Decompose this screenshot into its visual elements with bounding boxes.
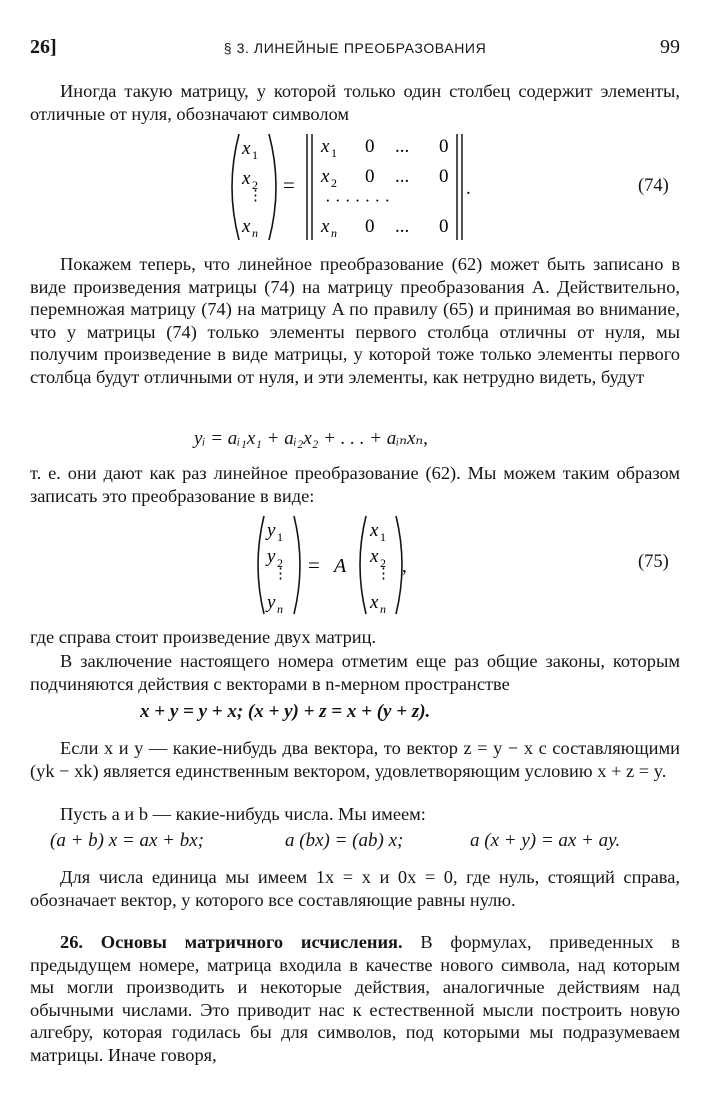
section-26-text: В формулах, приведенных в предыдущем номере, матрица входила в качестве нового символа, над которым мы могли производить и некоторые действия, аналогичные действиям над обычными числами. Это приводит нас к естественной мысли построить новую алгебру, которая годилась бы для символов, под которыми мы подразумеваем матрицы. Иначе говоря,: [30, 932, 680, 1065]
equation-vector-laws: x + y = y + x; (x + y) + z = x + (y + z).: [140, 701, 431, 722]
svg-text:...: ...: [395, 216, 410, 237]
header-section-number: 26]: [30, 36, 57, 58]
svg-text:x: x: [321, 216, 330, 237]
equation-number-75: (75): [638, 552, 669, 572]
svg-text:x: x: [321, 136, 330, 157]
svg-text:...: ...: [395, 136, 410, 157]
vec-x1: x: [242, 138, 251, 159]
svg-text:...: ...: [395, 166, 410, 187]
equation-scalar-law-2: a (bx) = (ab) x;: [285, 830, 404, 851]
equation-scalar-law-1: (a + b) x = ax + bx;: [50, 830, 204, 851]
svg-text:x: x: [370, 520, 379, 541]
paragraph-9: [30, 931, 680, 1067]
equation-scalar-law-3: a (x + y) = ax + ay.: [470, 830, 621, 851]
svg-text:n: n: [331, 226, 337, 240]
svg-text:0: 0: [365, 166, 375, 187]
svg-text:· · · · · · ·: · · · · · · ·: [325, 191, 391, 210]
page-header: [30, 36, 680, 62]
vec-x1-sub: 1: [252, 148, 258, 162]
paragraph-5: В заключение настоящего номера отметим еще раз общие законы, которым подчиняются действия с векторами в n-мерном пространстве: [30, 651, 680, 694]
svg-text:.: .: [466, 178, 471, 199]
paragraph-2: Покажем теперь, что линейное преобразование (62) может быть записано в виде произведения матрицы (74) на матрицу преобразования A. Действительно, перемножая матрицу (74) на матрицу A по правилу (65) и принимая во внимание, что у матрицы (74) только элементы первого столбца отличны от нуля, мы получим произведение в виде матрицы, у которой тоже только элементы первого столбца будут отличными от нуля, и эти элементы, как нетрудно видеть, будут: [30, 254, 680, 387]
svg-text:0: 0: [365, 136, 375, 157]
svg-text:=: =: [308, 553, 320, 577]
equals-sign: =: [283, 173, 295, 197]
svg-text:n: n: [277, 602, 283, 616]
equation-yi: yᵢ = aᵢ₁x₁ + aᵢ₂x₂ + . . . + aᵢₙxₙ,: [194, 428, 428, 449]
vec-xn-sub: n: [252, 226, 258, 240]
vec-x2-sub: 2: [252, 178, 258, 192]
equation-74: [225, 128, 505, 246]
paragraph-3: т. е. они дают как раз линейное преобразование (62). Мы можем таким образом записать это преобразование в виде:: [30, 463, 680, 506]
svg-text:⋮: ⋮: [376, 566, 391, 582]
svg-text:y: y: [267, 546, 276, 567]
svg-text:0: 0: [439, 166, 449, 187]
svg-text:n: n: [380, 602, 386, 616]
svg-text:1: 1: [380, 530, 386, 544]
svg-text:1: 1: [331, 146, 337, 160]
svg-text:,: ,: [402, 556, 407, 577]
section-26-heading: 26. Основы матричного исчисления.: [60, 932, 403, 952]
vec-vdots: ⋮: [248, 188, 263, 204]
paragraph-8: Для числа единица мы имеем 1x = x и 0x = 0, где нуль, стоящий справа, обозначает вектор, у которого все составляющие равны нулю.: [30, 867, 680, 910]
left-paren-open: [232, 134, 239, 240]
svg-text:y: y: [267, 520, 276, 541]
svg-text:1: 1: [277, 530, 283, 544]
equation-75: [252, 512, 432, 618]
vec-xn: x: [242, 216, 251, 237]
paragraph-7: Пусть a и b — какие-нибудь числа. Мы имеем:: [60, 804, 426, 824]
svg-text:2: 2: [380, 556, 386, 570]
svg-text:x: x: [370, 546, 379, 567]
svg-text:0: 0: [365, 216, 375, 237]
svg-text:0: 0: [439, 216, 449, 237]
svg-text:2: 2: [331, 176, 337, 190]
svg-text:x: x: [321, 166, 330, 187]
svg-text:⋮: ⋮: [273, 566, 288, 582]
header-title: § 3. ЛИНЕЙНЫЕ ПРЕОБРАЗОВАНИЯ: [223, 40, 487, 56]
paragraph-1: Иногда такую матрицу, у которой только один столбец содержит элементы, отличные от нуля, обозначают символом: [30, 81, 680, 124]
svg-text:A: A: [334, 555, 347, 577]
paragraph-4: где справа стоит произведение двух матриц.: [30, 627, 377, 647]
svg-text:x: x: [370, 592, 379, 613]
equation-number-74: (74): [638, 176, 669, 196]
svg-text:0: 0: [439, 136, 449, 157]
vec-x2: x: [242, 168, 251, 189]
page-number: 99: [660, 36, 680, 58]
left-paren-close: [269, 134, 276, 240]
paragraph-6: Если x и y — какие-нибудь два вектора, то вектор z = y − x с составляющими (yk − xk) является единственным вектором, удовлетворяющим условию x + z = y.: [30, 738, 680, 781]
svg-text:2: 2: [277, 556, 283, 570]
svg-text:y: y: [267, 592, 276, 613]
